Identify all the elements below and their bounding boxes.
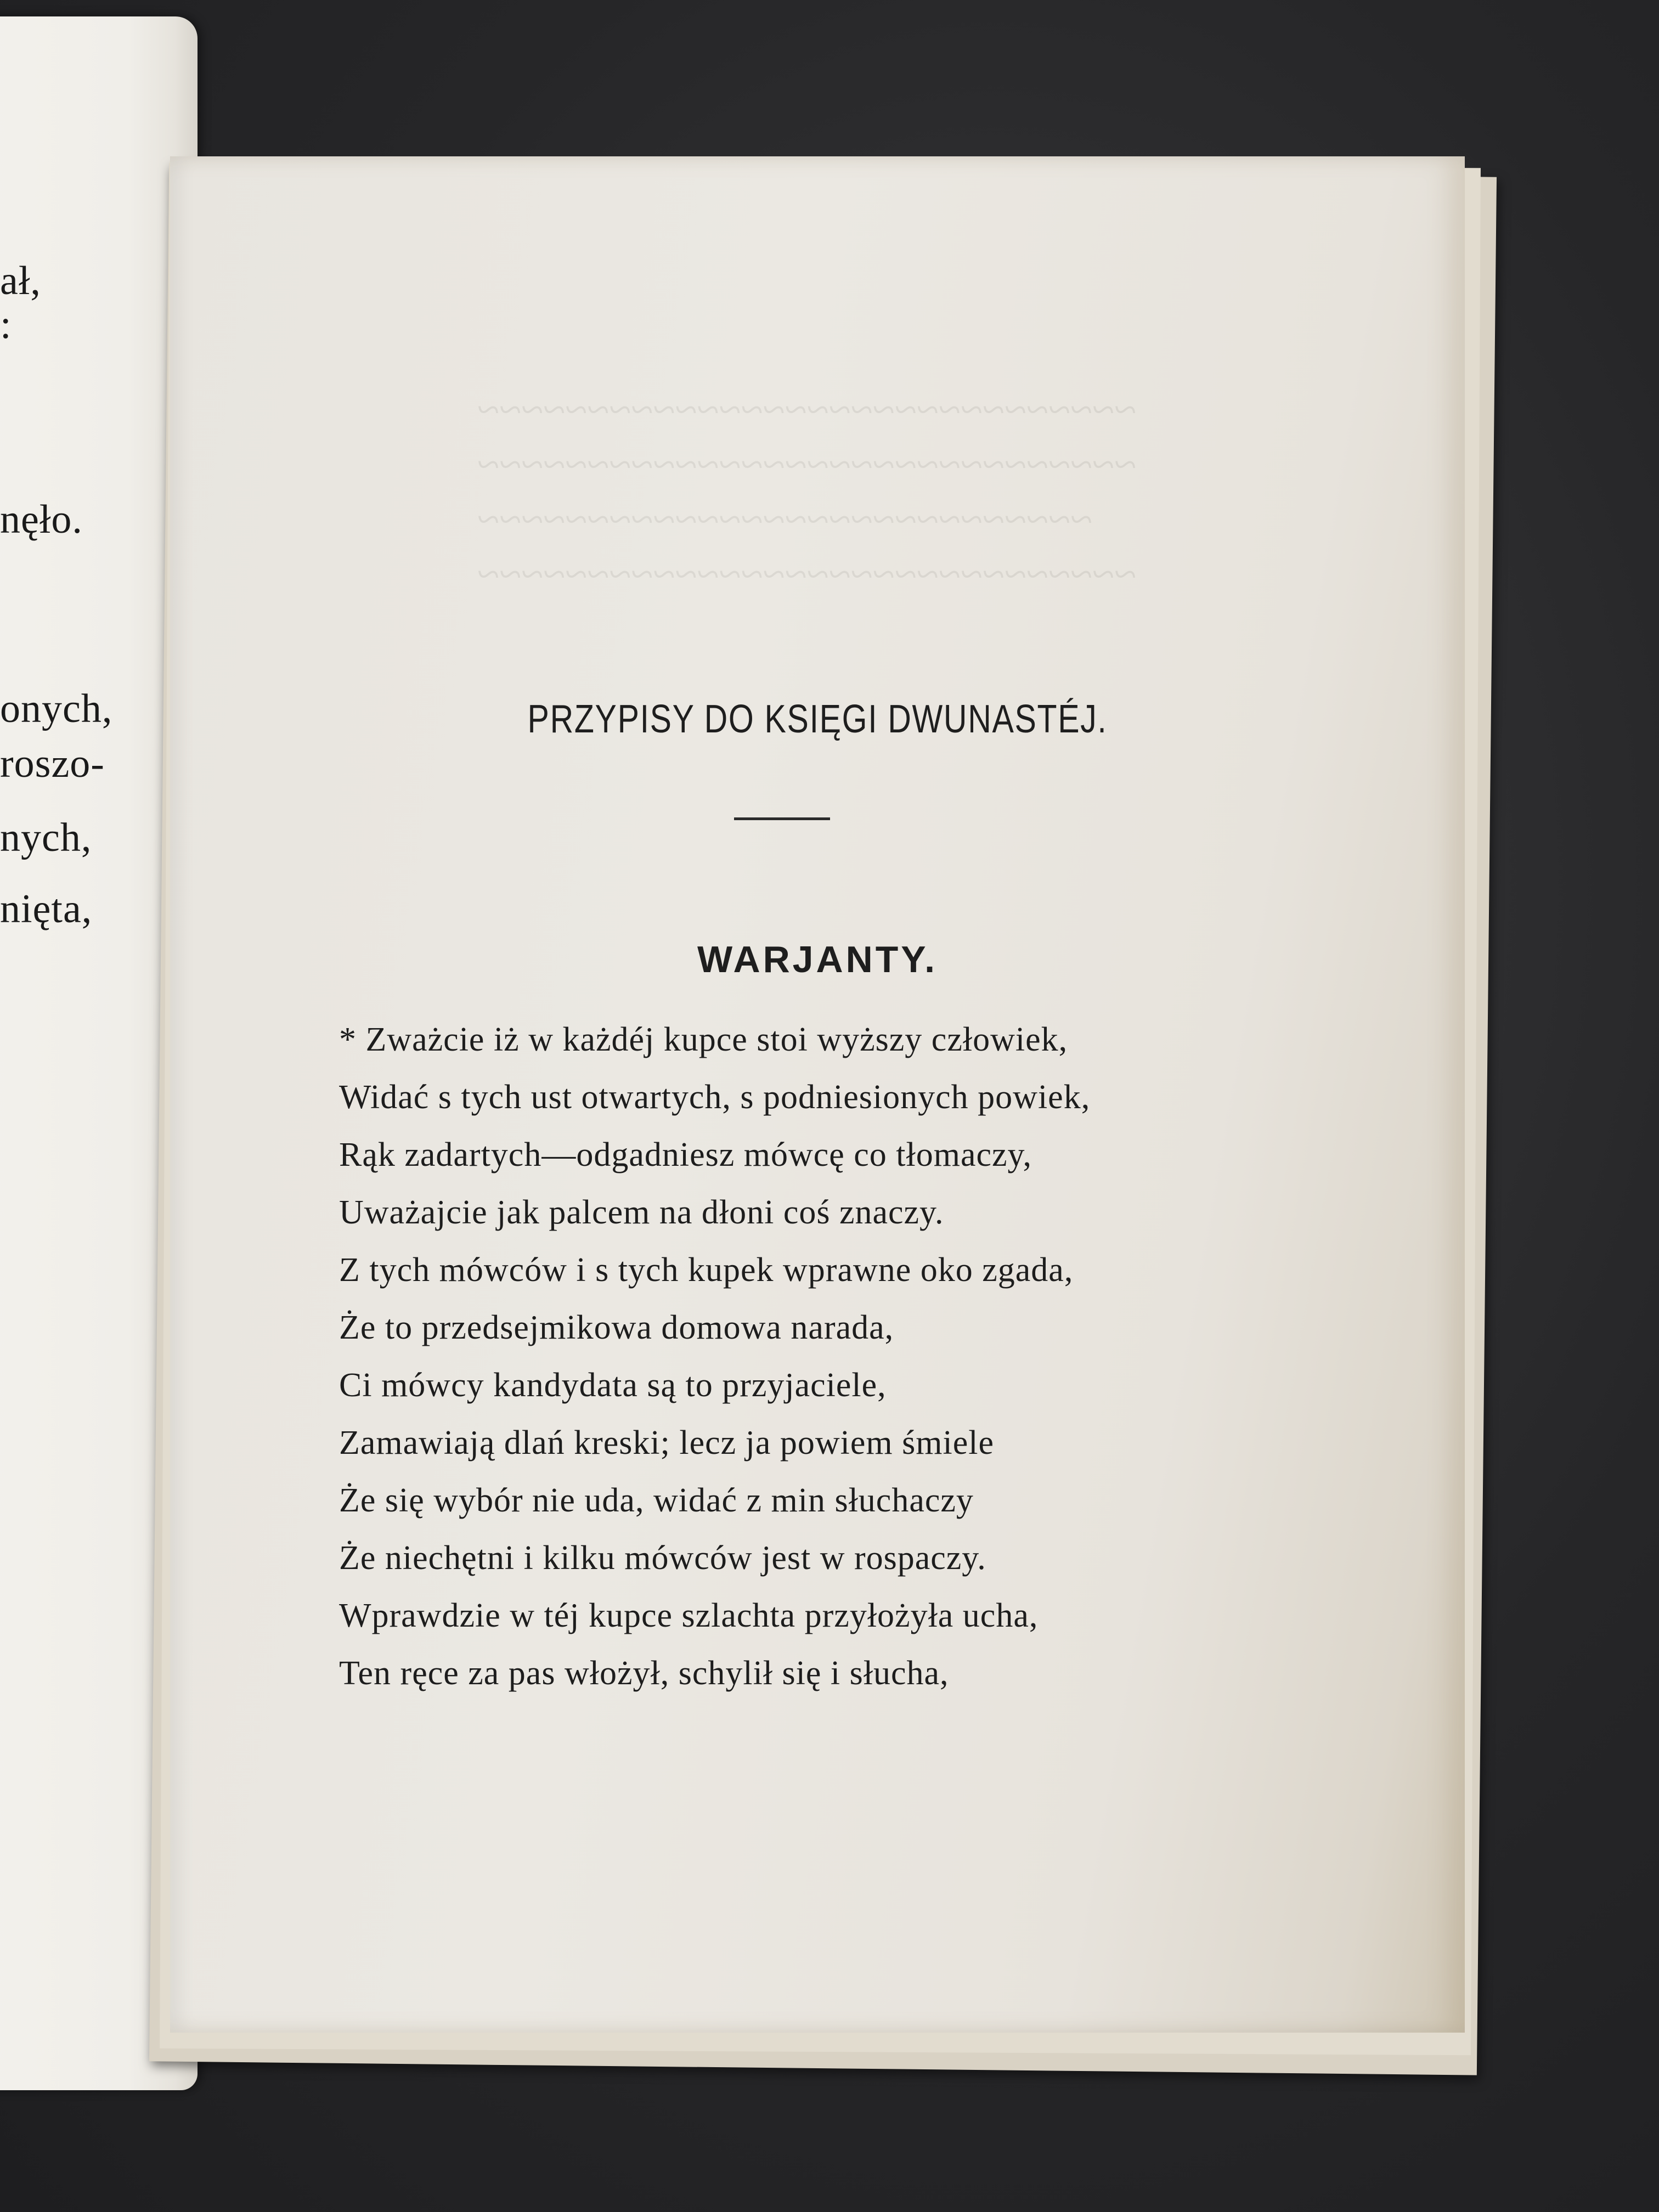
verse-line: Że niechętni i kilku mówców jest w rospaczy. — [339, 1539, 986, 1577]
left-page-line: : — [0, 302, 12, 347]
verse-line: Ten ręce za pas włożył, schylił się i słucha, — [339, 1655, 949, 1692]
verse-line: Wprawdzie w téj kupce szlachta przyłożyła ucha, — [339, 1597, 1039, 1634]
verse-line: Ci mówcy kandydata są to przyjaciele, — [339, 1367, 887, 1404]
left-page-line: roszo- — [0, 741, 105, 786]
page-title: PRZYPISY DO KSIĘGI DWUNASTÉJ. — [527, 697, 1108, 741]
title-divider — [734, 817, 830, 820]
show-through-text: ~~~~~~~~~~~~~~~~~~~~~~~~~~~~ — [477, 497, 1092, 542]
verse-line: Że się wybór nie uda, widać z min słuchaczy — [339, 1482, 974, 1519]
left-page-line: nięta, — [0, 887, 93, 932]
book-page — [170, 156, 1465, 2033]
verse-line: Rąk zadartych—odgadniesz mówcę co tłomaczy, — [339, 1136, 1032, 1173]
section-heading: WARJANTY. — [697, 939, 938, 980]
left-page-line: nych, — [0, 815, 92, 860]
left-page-line: ał, — [0, 258, 41, 303]
verse-line: Widać s tych ust otwartych, s podniesionych powiek, — [339, 1079, 1091, 1116]
left-page-line: onych, — [0, 686, 113, 731]
verse-line: Że to przedsejmikowa domowa narada, — [339, 1309, 894, 1346]
show-through-text: ~~~~~~~~~~~~~~~~~~~~~~~~~~~~~~ — [477, 387, 1137, 432]
verse-line: * Zważcie iż w każdéj kupce stoi wyższy człowiek, — [339, 1021, 1068, 1058]
show-through-text: ~~~~~~~~~~~~~~~~~~~~~~~~~~~~~~ — [477, 552, 1137, 597]
left-page-line: nęło. — [0, 497, 83, 542]
show-through-text: ~~~~~~~~~~~~~~~~~~~~~~~~~~~~~~ — [477, 442, 1137, 487]
verse-line: Zamawiają dlań kreski; lecz ja powiem śmiele — [339, 1424, 994, 1462]
verse-line: Z tych mówców i s tych kupek wprawne oko zgada, — [339, 1251, 1074, 1289]
verse-line: Uważajcie jak palcem na dłoni coś znaczy. — [339, 1194, 944, 1231]
